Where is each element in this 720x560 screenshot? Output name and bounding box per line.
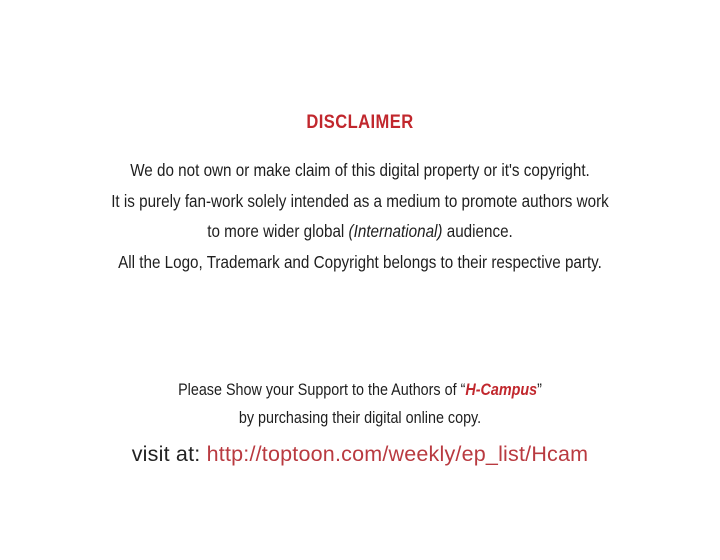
support-line-1 [47, 376, 673, 404]
disclaimer-title: DISCLAIMER [306, 112, 414, 133]
disclaimer-line-4: All the Logo, Trademark and Copyright belongs to their respective party. [118, 251, 602, 272]
disclaimer-line-2: It is purely fan-work solely intended as a medium to promote authors work [111, 190, 609, 211]
disclaimer-line-3 [47, 216, 673, 247]
disclaimer-line-3-pre: to more wider global [207, 221, 349, 241]
disclaimer-line-1: We do not own or make claim of this digital property or it's copyright. [130, 160, 590, 180]
support-line-1-pre: Please Show your Support to the Authors of “ [178, 381, 466, 399]
disclaimer-body [0, 155, 720, 277]
disclaimer-line-3-post: audience. [442, 221, 513, 241]
support-message [0, 376, 720, 432]
visit-url-link[interactable]: http://toptoon.com/weekly/ep_list/Hcam [206, 442, 589, 466]
visit-line [0, 442, 720, 467]
disclaimer-line-3-italic: (International) [348, 221, 443, 241]
support-line-1-post: ” [537, 381, 542, 399]
work-title: H-Campus [465, 381, 538, 399]
support-line-2: by purchasing their digital online copy. [238, 409, 482, 427]
visit-label: visit at: [131, 442, 207, 466]
